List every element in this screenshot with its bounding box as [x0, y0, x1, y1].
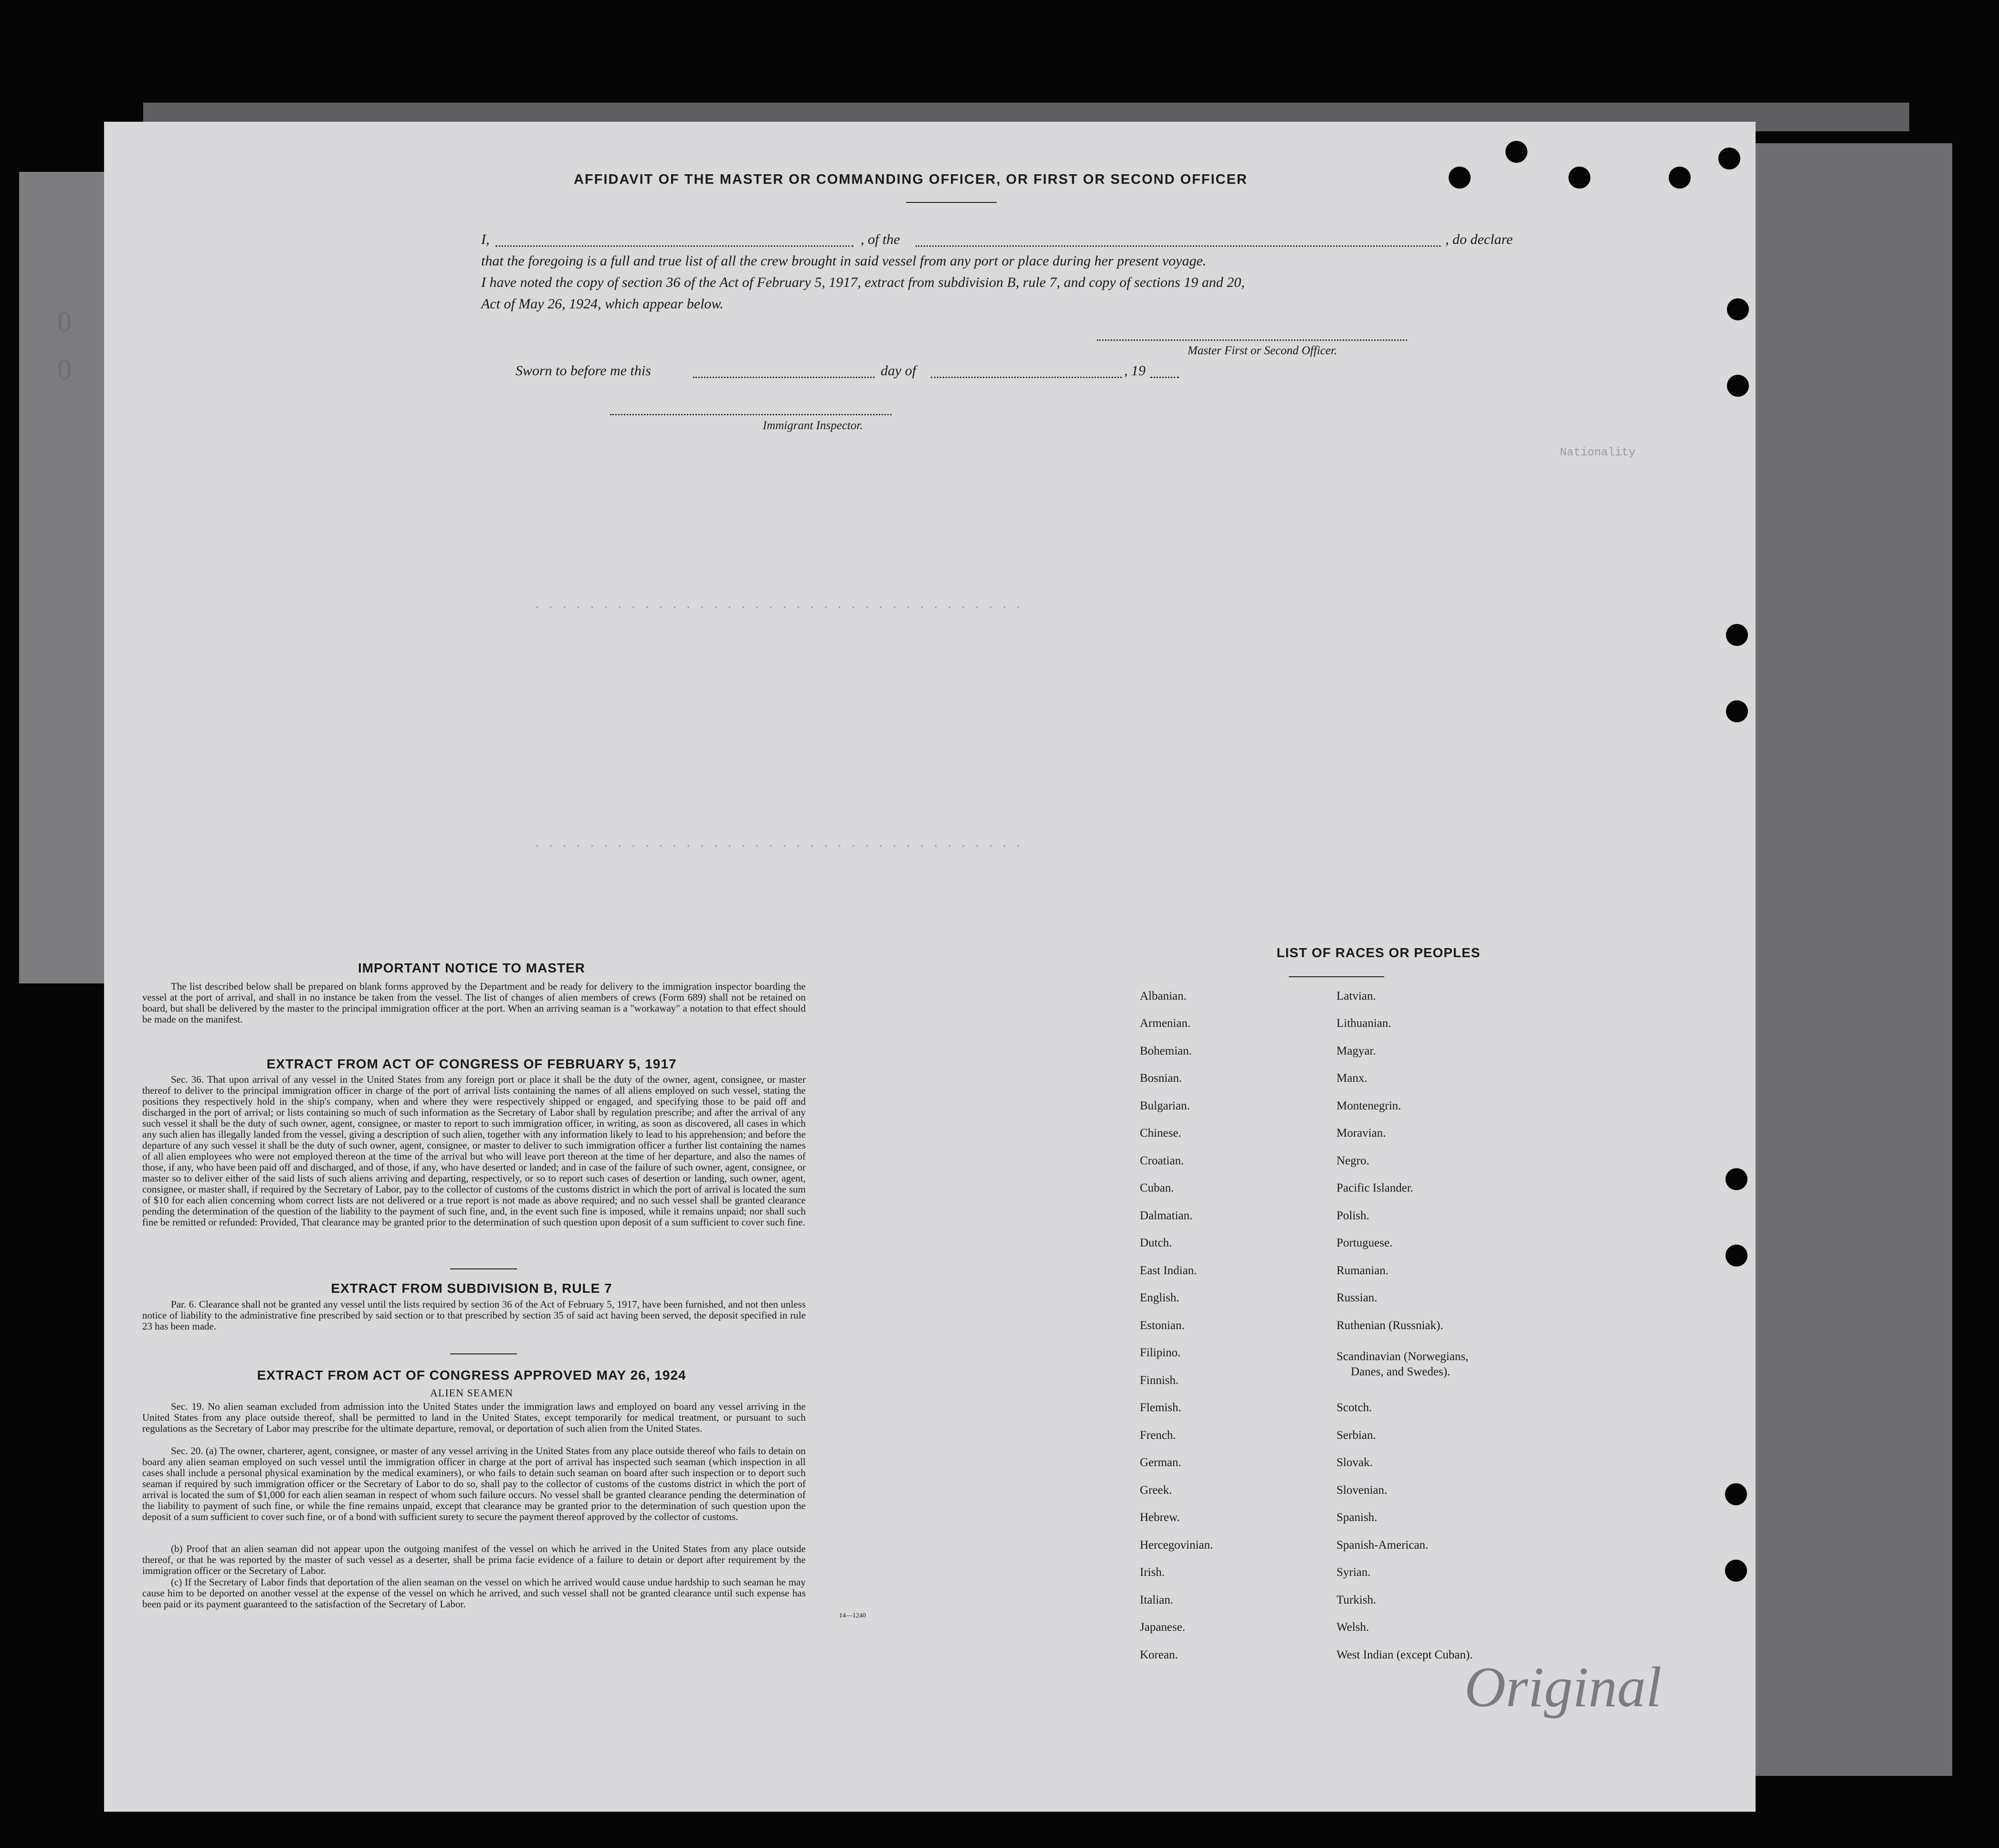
race-item: Spanish. [1336, 1511, 1378, 1524]
race-item: Albanian. [1140, 990, 1187, 1003]
bleed-through-mark: 0 [57, 306, 72, 338]
race-item: Manx. [1336, 1072, 1368, 1085]
punch-hole [1726, 700, 1748, 722]
race-item: Hercegovinian. [1140, 1539, 1213, 1552]
bleed-through-row: Nationality [1560, 446, 1636, 459]
race-item: Montenegrin. [1336, 1099, 1401, 1112]
race-item: Serbian. [1336, 1429, 1376, 1442]
race-item: Irish. [1140, 1566, 1165, 1579]
vessel-blank [915, 245, 1441, 247]
punch-hole [1725, 1560, 1747, 1582]
race-item: Cuban. [1140, 1182, 1174, 1194]
punch-hole [1725, 1483, 1747, 1505]
race-item: Flemish. [1140, 1401, 1181, 1414]
affidavit-line-1 [481, 229, 1550, 250]
punch-hole [1718, 148, 1740, 169]
bleed-through-row: . . . . . . . . . . . . . . . . . . . . . . . . . . . . . . . . . . . . [534, 599, 1022, 612]
race-item: Syrian. [1336, 1566, 1371, 1579]
form-page [104, 122, 1756, 1812]
race-item: Slovenian. [1336, 1484, 1388, 1497]
form-number: 14—1240 [839, 1612, 866, 1619]
race-item: Spanish-American. [1336, 1539, 1429, 1552]
notice-body: The list described below shall be prepared on blank forms approved by the Department and be ready for delivery to the immigration inspector boarding the vessel at the port of arrival, and shall in no instance be taken from the vessel. The list of changes of alien members of crews (Form 689) shall not be retained on board, but shall be delivered by the master to the principal immigration officer at the port. When an arriving seaman is a "workaway" a notation to that effect should be made on the manifest. [142, 981, 806, 1025]
race-item: Polish. [1336, 1209, 1369, 1222]
race-item: Italian. [1140, 1594, 1174, 1606]
race-item: Hebrew. [1140, 1511, 1180, 1524]
bleed-through-mark-2: 0 [57, 354, 72, 385]
sec-19: Sec. 19. No alien seaman excluded from admission into the United States under the immigration laws and employed on board any vessel arriving in the United States from any place outside thereof, shall be permitted to land in the United States, except temporarily for medical treatment, or pursuant to such regulations as the Secretary of Labor may prescribe for the ultimate departure, removal, or deportation of such alien from the United States. [142, 1401, 806, 1434]
races-title: LIST OF RACES OR PEOPLES [1276, 945, 1481, 960]
sec-20a: Sec. 20. (a) The owner, charterer, agent, consignee, or master of any vessel arriving in the United States from any place outside thereof who fails to detain on board any alien seaman employed on such vessel until the immigration officer in charge at the port of arrival has inspected such seaman (which inspection in all cases shall include a personal physical examination by the medical examiners), or who fails to detain such seaman on board after such inspection or to deport such seaman if required by such immigration officer or the Secretary of Labor to do so, shall pay to the collector of customs of the customs district in which the port of arrival is located the sum of $1,000 for each alien seaman in respect of whom such failure occurs. No vessel shall be granted clearance pending the determination of the liability to payment of such fine, or while the fine remains unpaid, except that clearance may be granted prior to the determination of such question upon the deposit of a sum sufficient to cover such fine, or of a bond with sufficient surety to secure the payment thereof approved by the collector of customs. [142, 1445, 806, 1522]
race-item: Japanese. [1140, 1621, 1186, 1634]
sworn-month-blank [931, 377, 1122, 378]
race-item: Pacific Islander. [1336, 1182, 1414, 1194]
back-sheet-left [19, 172, 110, 983]
punch-hole [1725, 1245, 1747, 1267]
punch-hole [1505, 141, 1527, 163]
sworn-year-blank [1150, 377, 1179, 378]
alien-seamen-subtitle: ALIEN SEAMEN [430, 1387, 513, 1399]
race-item: Croatian. [1140, 1154, 1184, 1167]
race-item: Danes, and Swedes). [1351, 1365, 1451, 1378]
bleed-through-row: . . . . . . . . . . . . . . . . . . . . . . . . . . . . . . . . . . . . [534, 838, 1022, 851]
race-item: German. [1140, 1456, 1181, 1469]
race-item: Moravian. [1336, 1127, 1386, 1140]
affidavit-line-3: I have noted the copy of section 36 of the Act of February 5, 1917, extract from subdivision B, rule 7, and copy of sections 19 and 20, [481, 275, 1245, 290]
race-item: Korean. [1140, 1648, 1178, 1661]
divider [450, 1268, 517, 1269]
extract-1924-title: EXTRACT FROM ACT OF CONGRESS APPROVED MAY 26, 1924 [257, 1368, 686, 1383]
race-item: Greek. [1140, 1484, 1172, 1497]
extract-1917-title: EXTRACT FROM ACT OF CONGRESS OF FEBRUARY 5, 1917 [266, 1056, 677, 1071]
race-item: Dalmatian. [1140, 1209, 1193, 1222]
punch-hole [1727, 375, 1749, 397]
affidavit-line-2: that the foregoing is a full and true list of all the crew brought in said vessel from any port or place during her present voyage. [481, 253, 1207, 269]
race-item: French. [1140, 1429, 1176, 1442]
race-item: Latvian. [1336, 990, 1376, 1003]
notice-title: IMPORTANT NOTICE TO MASTER [358, 961, 586, 975]
races-title-underline [1289, 976, 1384, 977]
declare-label: , do declare [1445, 232, 1513, 247]
race-item: English. [1140, 1291, 1179, 1304]
race-item: Welsh. [1336, 1621, 1369, 1634]
sworn-day-of: day of [881, 363, 916, 379]
race-item: Bulgarian. [1140, 1099, 1190, 1112]
i-label: I, [481, 232, 490, 247]
sworn-day-blank [693, 377, 874, 378]
sworn-prefix: Sworn to before me this [516, 363, 651, 379]
sworn-year: , 19 [1124, 363, 1146, 379]
sec-20c: (c) If the Secretary of Labor finds that deportation of the alien seaman on the vessel on which he arrived would cause undue hardship to such seaman he may cause him to be deported on another vessel at the expense of the vessel on which he arrived, and such vessel shall not be granted clearance until such expense has been paid or its payment guaranteed to the satisfaction of the Secretary of Labor. [142, 1576, 806, 1610]
handwritten-original: Original [1464, 1655, 1662, 1719]
master-caption: Master First or Second Officer. [1188, 344, 1337, 357]
punch-hole [1726, 624, 1748, 646]
sec-20b: (b) Proof that an alien seaman did not appear upon the outgoing manifest of the vessel on which he arrived in the United States from any place outside thereof, or that he was reported by the master of such vessel as a deserter, shall be prima facie evidence of a failure to detain or deport after requirement by the immigration officer or the Secretary of Labor. [142, 1543, 806, 1576]
race-item: Finnish. [1140, 1374, 1179, 1387]
race-item: Bohemian. [1140, 1045, 1192, 1057]
of-the-label: , of the [861, 232, 900, 247]
affidavit-line-4: Act of May 26, 1924, which appear below. [481, 296, 724, 312]
race-item: Chinese. [1140, 1127, 1181, 1140]
affidavit-title: AFFIDAVIT OF THE MASTER OR COMMANDING OFFICER, OR FIRST OR SECOND OFFICER [574, 172, 1248, 187]
race-item: Turkish. [1336, 1594, 1377, 1606]
race-item: Magyar. [1336, 1045, 1376, 1057]
sworn-line [516, 360, 1327, 381]
race-item: Lithuanian. [1336, 1017, 1391, 1030]
race-item: Ruthenian (Russniak). [1336, 1319, 1443, 1332]
race-item: Rumanian. [1336, 1264, 1389, 1277]
punch-hole [1727, 298, 1749, 320]
punch-hole [1725, 1168, 1747, 1190]
race-item: Russian. [1336, 1291, 1378, 1304]
extract-rule7-title: EXTRACT FROM SUBDIVISION B, RULE 7 [331, 1281, 612, 1296]
inspector-caption: Immigrant Inspector. [763, 419, 863, 432]
race-item: Filipino. [1140, 1346, 1181, 1359]
race-item: Scandinavian (Norwegians, [1336, 1350, 1469, 1363]
race-item: Negro. [1336, 1154, 1369, 1167]
race-item: Scotch. [1336, 1401, 1372, 1414]
divider [450, 1353, 517, 1354]
race-item: Slovak. [1336, 1456, 1373, 1469]
race-item: East Indian. [1140, 1264, 1197, 1277]
name-blank [495, 245, 853, 247]
race-item: West Indian (except Cuban). [1336, 1648, 1473, 1661]
back-sheet-right [1752, 143, 1952, 1776]
title-underline [906, 202, 997, 203]
race-item: Armenian. [1140, 1017, 1191, 1030]
extract-rule7-body: Par. 6. Clearance shall not be granted any vessel until the lists required by section 36 of the Act of February 5, 1917, have been furnished, and not then unless notice of liability to the administrative fine prescribed by said section or to that prescribed by section 35 of said act having been served, the deposit specified in rule 23 has been made. [142, 1299, 806, 1332]
race-item: Dutch. [1140, 1236, 1172, 1249]
race-item: Estonian. [1140, 1319, 1185, 1332]
race-item: Bosnian. [1140, 1072, 1182, 1085]
race-item: Portuguese. [1336, 1236, 1393, 1249]
extract-1917-body: Sec. 36. That upon arrival of any vessel in the United States from any foreign port or place it shall be the duty of the owner, agent, consignee, or master thereof to deliver to the principal immigration officer in charge of the port of arrival lists containing the names of all aliens employed on such vessel, stating the positions they respectively hold in the ship's company, when and where they were respectively shipped or engaged, and specifying those to be paid off and discharged in the port of arrival; or lists containing so much of such information as the Secretary of Labor shall by regulation prescribe; and after the arrival of any such vessel it shall be the duty of such owner, agent, consignee, or master to report to such immigration officer, in writing, as soon as discovered, all cases in which any such alien has illegally landed from the vessel, giving a description of such alien, together with any information likely to lead to his apprehension; and before the departure of any such vessel it shall be the duty of such owner, agent, consignee, or master to deliver to such immigration officer a further list containing the names of all alien employees who were not employed thereon at the time of the arrival but who will leave port thereon at the time of her departure, and also the names of those, if any, who have been paid off and discharged, and of those, if any, who have deserted or landed; and in case of the failure of such owner, agent, consignee, or master so to deliver either of the said lists of such aliens arriving and departing, respectively, or so to report such cases of desertion or landing, such owner, agent, consignee, or master shall, if required by the Secretary of Labor, pay to the collector of customs of the customs district in which the port of arrival is located the sum of $10 for each alien concerning whom correct lists are not delivered or a true report is not made as above required; and no such vessel shall be granted clearance pending the determination of the question of the liability to the payment of such fine, and, in the event such fine is imposed, while it remains unpaid; nor shall such fine be remitted or refunded: Provided, That clearance may be granted prior to the determination of such question upon deposit of a sum sufficient to cover such fine. [142, 1074, 806, 1228]
